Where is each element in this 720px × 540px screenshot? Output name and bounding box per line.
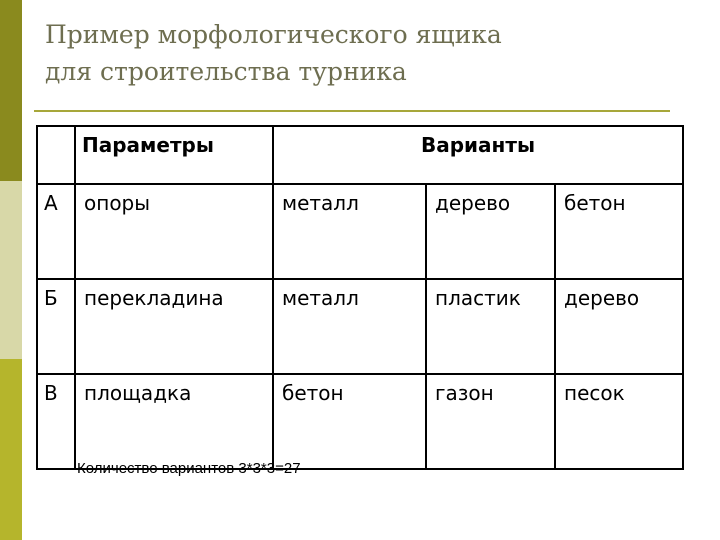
slide-title-line1: Пример морфологического ящика [45, 20, 502, 49]
row-letter: В [37, 374, 75, 469]
table-row [37, 279, 683, 374]
table-row [37, 374, 683, 469]
row-letter: А [37, 184, 75, 279]
slide-title-line2: для строительства турника [45, 57, 407, 86]
variant-cell: металл [273, 279, 426, 374]
row-letter: Б [37, 279, 75, 374]
header-variants: Варианты [273, 126, 683, 184]
variant-cell: газон [426, 374, 555, 469]
sidebar-middle-band [0, 181, 22, 359]
row-parameter: перекладина [75, 279, 273, 374]
variant-cell: песок [555, 374, 683, 469]
variant-cell: пластик [426, 279, 555, 374]
title-underline [34, 110, 670, 112]
table-header-row [37, 126, 683, 184]
row-parameter: площадка [75, 374, 273, 469]
sidebar-top-band [0, 0, 22, 181]
variants-count-note: Количество вариантов 3*3*3=27 [77, 460, 301, 477]
slide-title [45, 16, 502, 90]
variant-cell: дерево [555, 279, 683, 374]
variant-cell: дерево [426, 184, 555, 279]
header-empty-cell [37, 126, 75, 184]
sidebar-bottom-band [0, 359, 22, 540]
variant-cell: металл [273, 184, 426, 279]
header-parameters: Параметры [75, 126, 273, 184]
variant-cell: бетон [555, 184, 683, 279]
morphological-box-table [36, 125, 684, 470]
variant-cell: бетон [273, 374, 426, 469]
row-parameter: опоры [75, 184, 273, 279]
table-row [37, 184, 683, 279]
